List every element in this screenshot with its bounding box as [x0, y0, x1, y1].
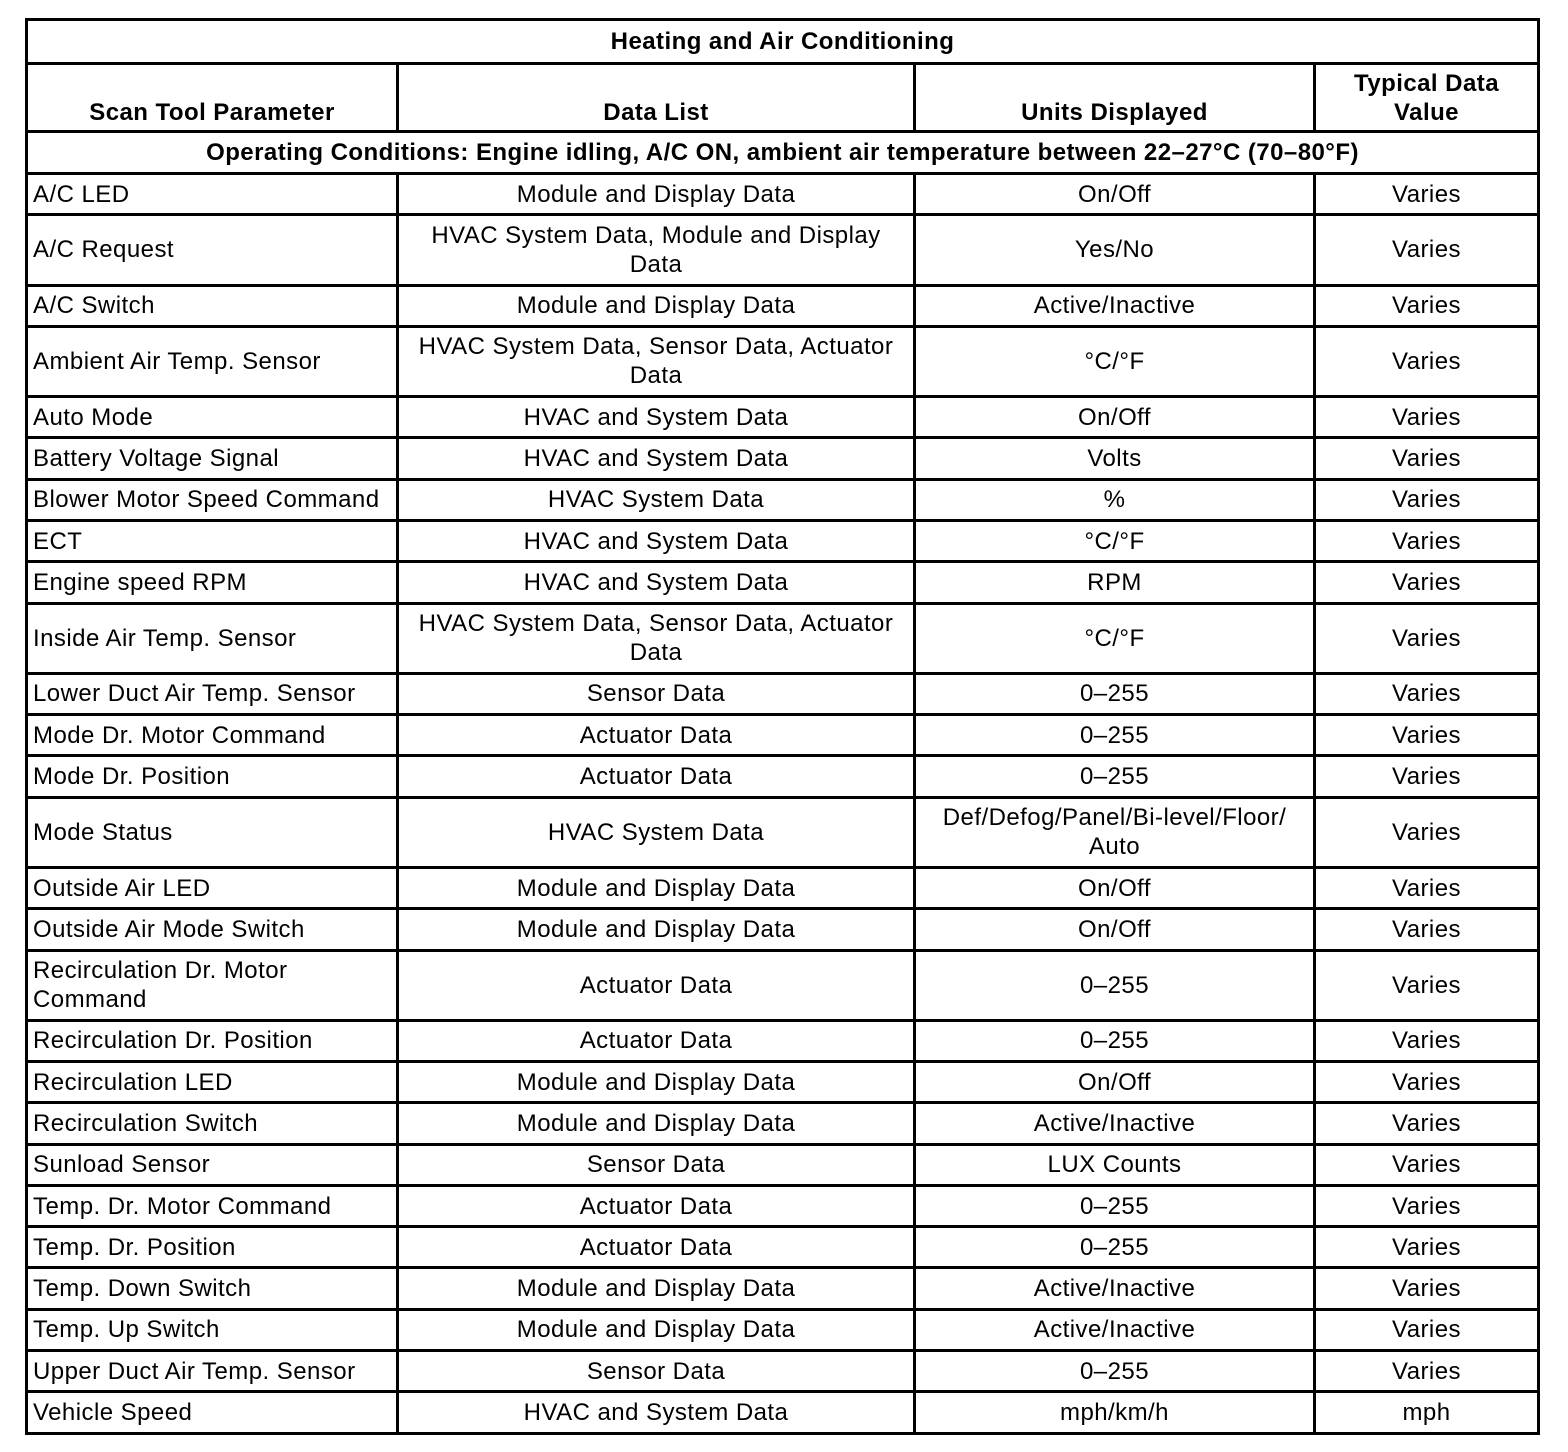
parameter-cell: Temp. Dr. Motor Command	[27, 1185, 398, 1226]
units-cell: %	[915, 479, 1315, 520]
units-cell: 0–255	[915, 673, 1315, 714]
typical-value-cell: Varies	[1315, 867, 1539, 908]
typical-value-cell: Varies	[1315, 1185, 1539, 1226]
data-list-cell: Module and Display Data	[398, 1103, 915, 1144]
units-cell: Active/Inactive	[915, 285, 1315, 326]
table-row	[27, 285, 1539, 326]
units-cell: 0–255	[915, 1185, 1315, 1226]
data-list-cell: Module and Display Data	[398, 1062, 915, 1103]
data-list-cell: HVAC and System Data	[398, 1392, 915, 1433]
table-row	[27, 950, 1539, 1020]
parameter-cell: Engine speed RPM	[27, 562, 398, 603]
parameter-cell: Auto Mode	[27, 397, 398, 438]
parameter-cell: Mode Dr. Position	[27, 756, 398, 797]
units-cell: 0–255	[915, 1227, 1315, 1268]
data-list-cell: Module and Display Data	[398, 1268, 915, 1309]
data-list-cell: Sensor Data	[398, 673, 915, 714]
parameter-cell: Vehicle Speed	[27, 1392, 398, 1433]
table-row	[27, 1144, 1539, 1185]
data-list-cell: HVAC and System Data	[398, 520, 915, 561]
typical-value-cell: Varies	[1315, 1268, 1539, 1309]
data-list-cell: HVAC System Data, Sensor Data, Actuator Data	[398, 603, 915, 673]
data-list-cell: Module and Display Data	[398, 867, 915, 908]
parameter-cell: A/C Switch	[27, 285, 398, 326]
table-row	[27, 215, 1539, 285]
units-cell: On/Off	[915, 867, 1315, 908]
table-row	[27, 174, 1539, 215]
data-list-cell: Actuator Data	[398, 756, 915, 797]
operating-conditions-row	[27, 132, 1539, 174]
parameter-cell: Mode Dr. Motor Command	[27, 715, 398, 756]
parameter-cell: Recirculation Dr. Motor Command	[27, 950, 398, 1020]
typical-value-cell: Varies	[1315, 520, 1539, 561]
table-row	[27, 909, 1539, 950]
table-title: Heating and Air Conditioning	[27, 20, 1539, 64]
units-cell: On/Off	[915, 397, 1315, 438]
typical-value-cell: mph	[1315, 1392, 1539, 1433]
parameter-cell: Lower Duct Air Temp. Sensor	[27, 673, 398, 714]
units-cell: Active/Inactive	[915, 1103, 1315, 1144]
typical-value-cell: Varies	[1315, 479, 1539, 520]
data-list-cell: HVAC System Data	[398, 797, 915, 867]
table-row	[27, 867, 1539, 908]
table-row	[27, 397, 1539, 438]
typical-value-cell: Varies	[1315, 215, 1539, 285]
table-row	[27, 438, 1539, 479]
data-list-cell: HVAC System Data, Module and Display Data	[398, 215, 915, 285]
parameter-cell: Inside Air Temp. Sensor	[27, 603, 398, 673]
parameter-cell: Outside Air LED	[27, 867, 398, 908]
data-list-cell: HVAC System Data, Sensor Data, Actuator Data	[398, 326, 915, 396]
table-row	[27, 562, 1539, 603]
header-data-list: Data List	[398, 64, 915, 132]
header-units-displayed: Units Displayed	[915, 64, 1315, 132]
parameter-cell: Temp. Dr. Position	[27, 1227, 398, 1268]
parameter-cell: Mode Status	[27, 797, 398, 867]
units-cell: °C/°F	[915, 603, 1315, 673]
operating-conditions: Operating Conditions: Engine idling, A/C ON, ambient air temperature between 22–27°C (70–80°F)	[27, 132, 1539, 174]
table-row	[27, 1351, 1539, 1392]
data-list-cell: Actuator Data	[398, 950, 915, 1020]
typical-value-cell: Varies	[1315, 1103, 1539, 1144]
units-cell: °C/°F	[915, 520, 1315, 561]
table-row	[27, 1062, 1539, 1103]
parameter-cell: Sunload Sensor	[27, 1144, 398, 1185]
typical-value-cell: Varies	[1315, 1227, 1539, 1268]
typical-value-cell: Varies	[1315, 715, 1539, 756]
table-row	[27, 756, 1539, 797]
data-list-cell: Module and Display Data	[398, 909, 915, 950]
table-row	[27, 1185, 1539, 1226]
data-list-cell: HVAC and System Data	[398, 438, 915, 479]
typical-value-cell: Varies	[1315, 1062, 1539, 1103]
units-cell: 0–255	[915, 1351, 1315, 1392]
units-cell: °C/°F	[915, 326, 1315, 396]
table-row	[27, 520, 1539, 561]
table-row	[27, 797, 1539, 867]
table-row	[27, 1103, 1539, 1144]
parameter-cell: Outside Air Mode Switch	[27, 909, 398, 950]
header-row	[27, 64, 1539, 132]
units-cell: 0–255	[915, 1020, 1315, 1061]
data-list-cell: Module and Display Data	[398, 1309, 915, 1350]
units-cell: LUX Counts	[915, 1144, 1315, 1185]
parameter-cell: Recirculation Dr. Position	[27, 1020, 398, 1061]
data-list-cell: Module and Display Data	[398, 285, 915, 326]
typical-value-cell: Varies	[1315, 673, 1539, 714]
title-row	[27, 20, 1539, 64]
units-cell: mph/km/h	[915, 1392, 1315, 1433]
typical-value-cell: Varies	[1315, 1020, 1539, 1061]
units-cell: Def/Defog/Panel/Bi-level/Floor/Auto	[915, 797, 1315, 867]
typical-value-cell: Varies	[1315, 397, 1539, 438]
typical-value-cell: Varies	[1315, 562, 1539, 603]
typical-value-cell: Varies	[1315, 950, 1539, 1020]
data-list-cell: Actuator Data	[398, 715, 915, 756]
table-row	[27, 1020, 1539, 1061]
typical-value-cell: Varies	[1315, 438, 1539, 479]
units-cell: Yes/No	[915, 215, 1315, 285]
table-row	[27, 479, 1539, 520]
units-cell: 0–255	[915, 715, 1315, 756]
parameter-cell: ECT	[27, 520, 398, 561]
parameter-cell: Ambient Air Temp. Sensor	[27, 326, 398, 396]
parameter-cell: A/C LED	[27, 174, 398, 215]
table-row	[27, 673, 1539, 714]
table-row	[27, 1309, 1539, 1350]
typical-value-cell: Varies	[1315, 174, 1539, 215]
data-list-cell: HVAC and System Data	[398, 562, 915, 603]
typical-value-cell: Varies	[1315, 756, 1539, 797]
data-list-cell: Actuator Data	[398, 1020, 915, 1061]
units-cell: 0–255	[915, 950, 1315, 1020]
parameter-cell: Temp. Up Switch	[27, 1309, 398, 1350]
table-row	[27, 1392, 1539, 1433]
parameter-cell: Upper Duct Air Temp. Sensor	[27, 1351, 398, 1392]
scan-tool-data-table	[25, 18, 1540, 1435]
parameter-cell: A/C Request	[27, 215, 398, 285]
typical-value-cell: Varies	[1315, 1309, 1539, 1350]
parameter-cell: Recirculation Switch	[27, 1103, 398, 1144]
units-cell: RPM	[915, 562, 1315, 603]
typical-value-cell: Varies	[1315, 326, 1539, 396]
header-typical-data-value: Typical Data Value	[1315, 64, 1539, 132]
units-cell: On/Off	[915, 909, 1315, 950]
units-cell: 0–255	[915, 756, 1315, 797]
units-cell: On/Off	[915, 1062, 1315, 1103]
data-list-cell: Module and Display Data	[398, 174, 915, 215]
table-row	[27, 1268, 1539, 1309]
typical-value-cell: Varies	[1315, 1144, 1539, 1185]
units-cell: On/Off	[915, 174, 1315, 215]
table-row	[27, 603, 1539, 673]
data-list-cell: HVAC System Data	[398, 479, 915, 520]
parameter-cell: Recirculation LED	[27, 1062, 398, 1103]
parameter-cell: Battery Voltage Signal	[27, 438, 398, 479]
table-row	[27, 715, 1539, 756]
data-list-cell: Sensor Data	[398, 1144, 915, 1185]
data-list-cell: Sensor Data	[398, 1351, 915, 1392]
parameter-cell: Blower Motor Speed Command	[27, 479, 398, 520]
table-row	[27, 326, 1539, 396]
typical-value-cell: Varies	[1315, 797, 1539, 867]
data-list-cell: HVAC and System Data	[398, 397, 915, 438]
header-scan-tool-parameter: Scan Tool Parameter	[27, 64, 398, 132]
typical-value-cell: Varies	[1315, 603, 1539, 673]
data-list-cell: Actuator Data	[398, 1185, 915, 1226]
units-cell: Active/Inactive	[915, 1268, 1315, 1309]
typical-value-cell: Varies	[1315, 285, 1539, 326]
table-row	[27, 1227, 1539, 1268]
units-cell: Volts	[915, 438, 1315, 479]
typical-value-cell: Varies	[1315, 909, 1539, 950]
data-list-cell: Actuator Data	[398, 1227, 915, 1268]
parameter-cell: Temp. Down Switch	[27, 1268, 398, 1309]
typical-value-cell: Varies	[1315, 1351, 1539, 1392]
units-cell: Active/Inactive	[915, 1309, 1315, 1350]
